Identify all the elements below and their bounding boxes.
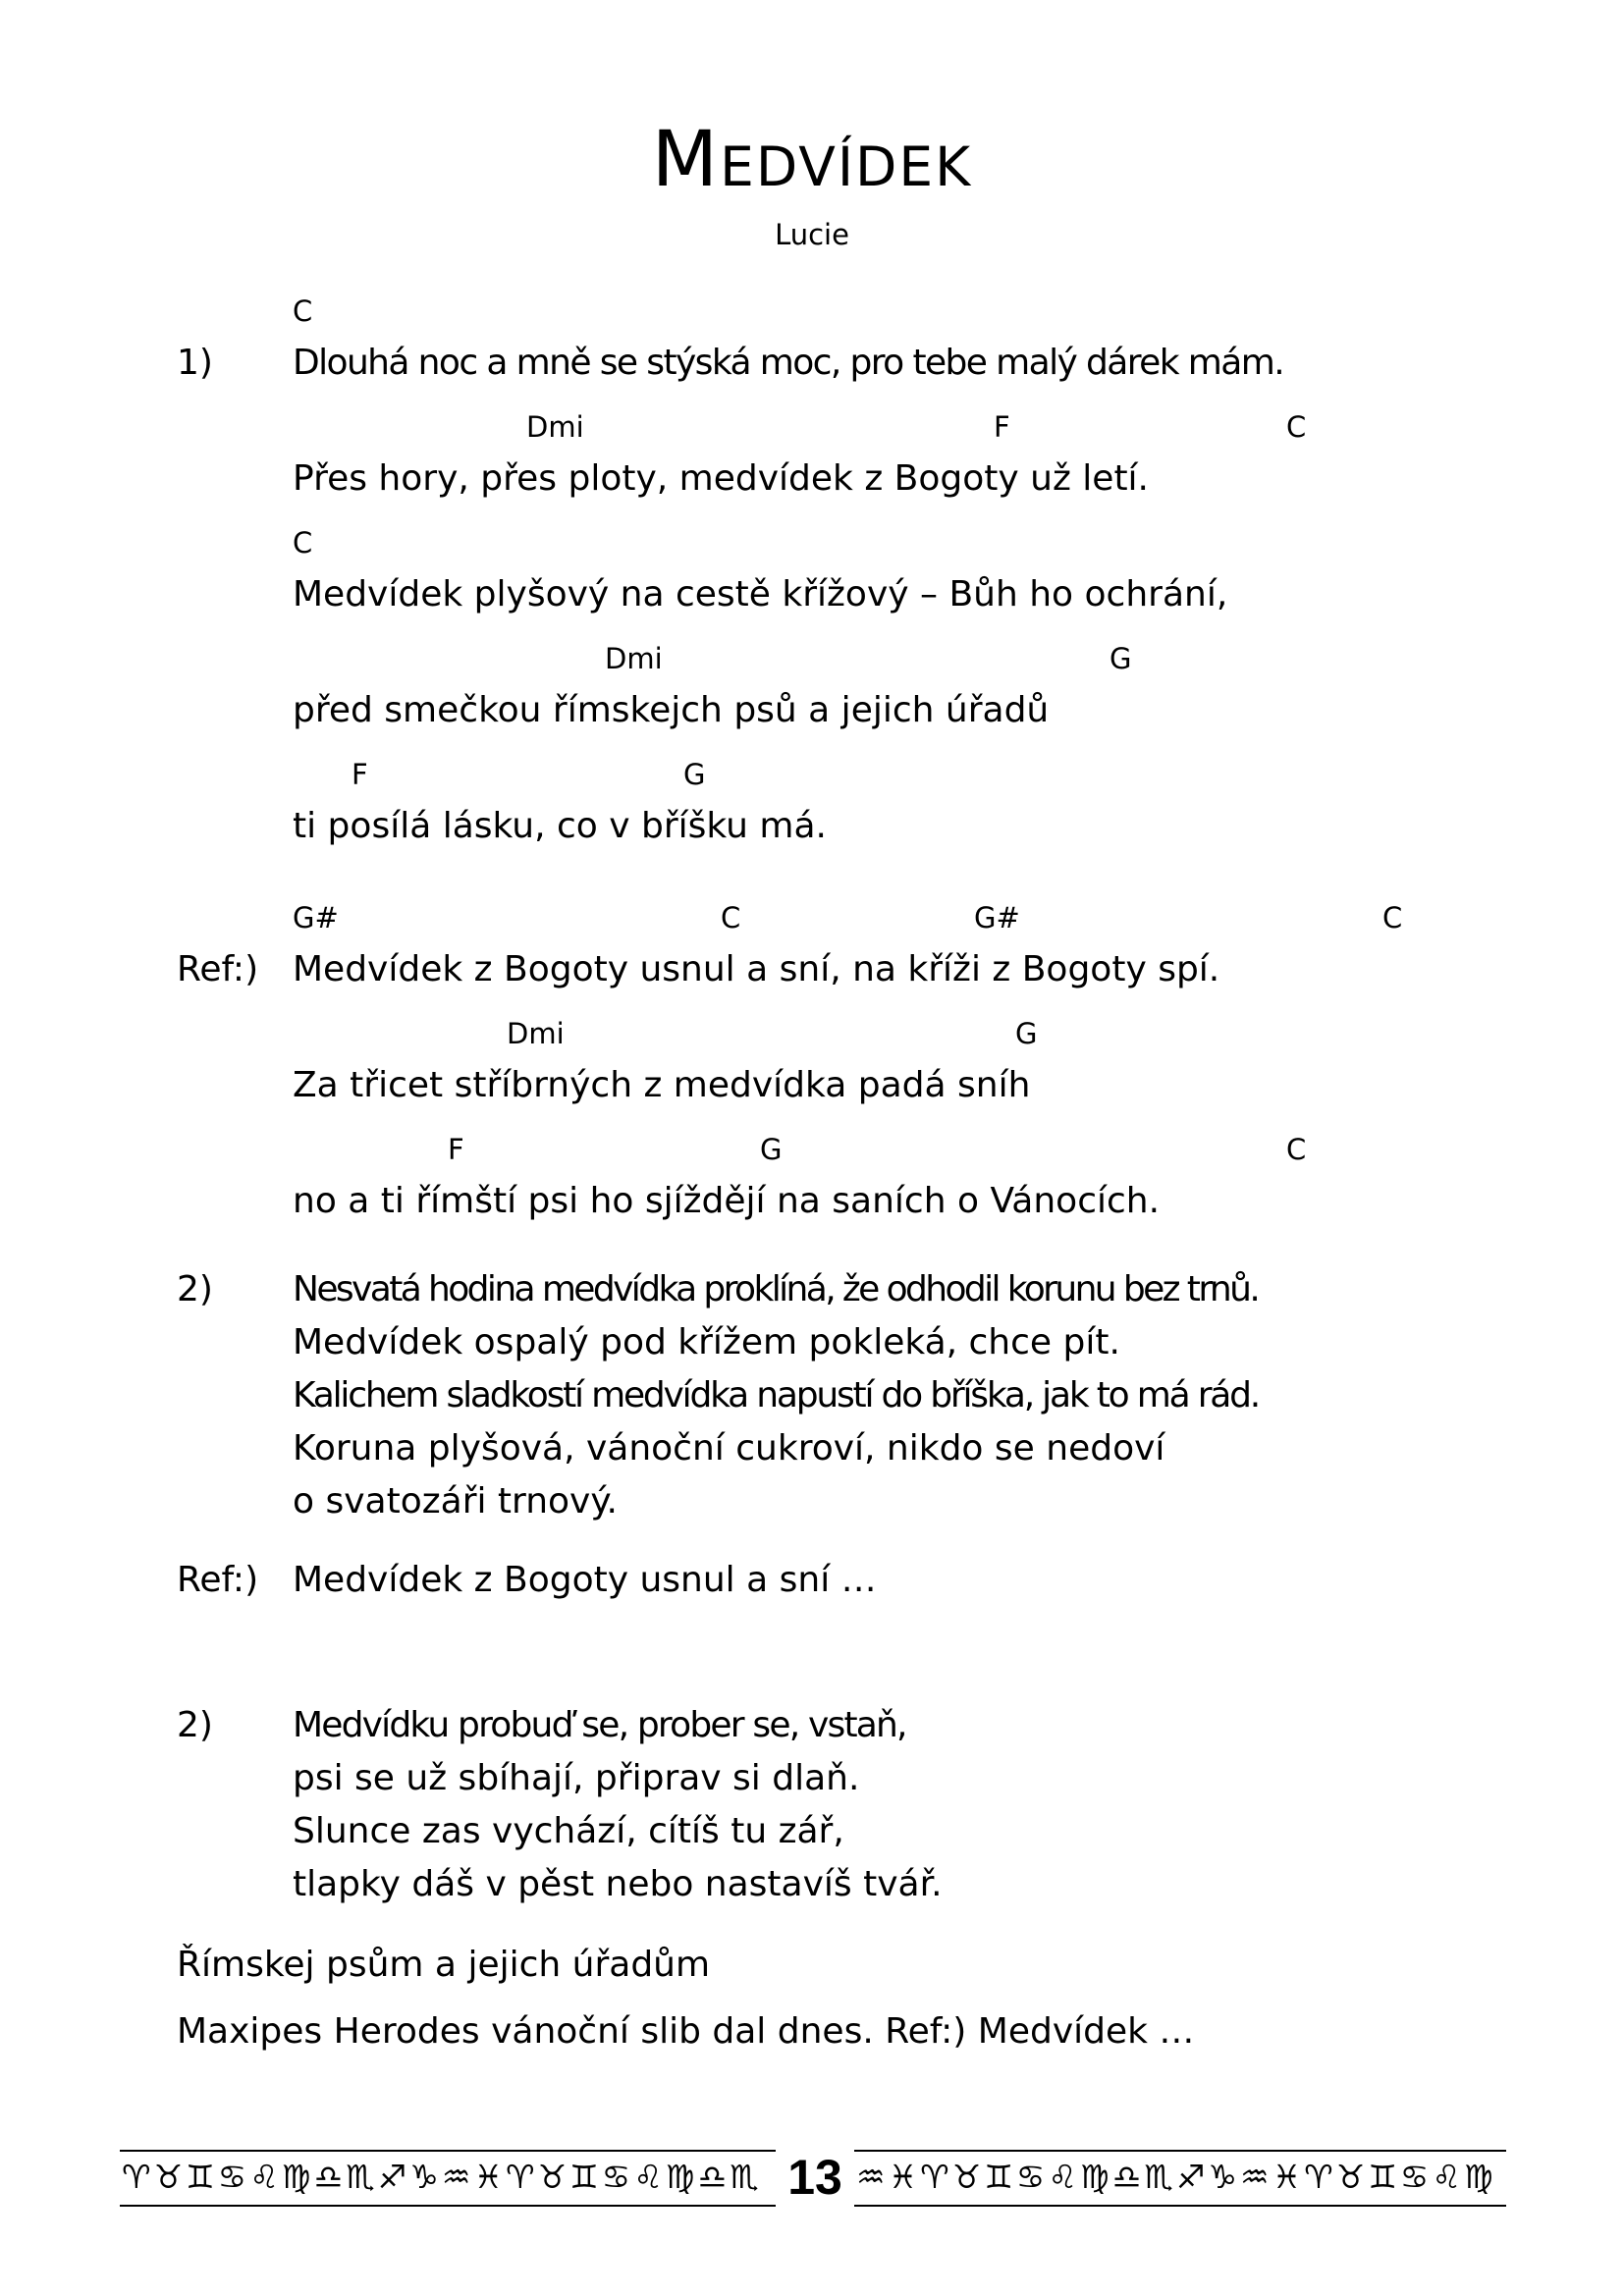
lyric-line: Medvídek ospalý pod křížem pokleká, chce pít. xyxy=(293,1322,1120,1362)
lyric-line: Koruna plyšová, vánoční cukroví, nikdo se nedoví xyxy=(293,1428,1165,1468)
chord: C xyxy=(1286,410,1307,444)
footer-rule-bottom-left xyxy=(120,2205,776,2207)
lyric-line: o svatozáři trnový. xyxy=(293,1481,618,1522)
lyric-line: Přes hory, přes ploty, medvídek z Bogoty už letí. xyxy=(293,458,1149,499)
lyric-line: Slunce zas vychází, cítíš tu zář, xyxy=(293,1811,844,1851)
ending-line: Maxipes Herodes vánoční slib dal dnes. Ref:) Medvídek … xyxy=(177,2011,1195,2052)
refrain-label: Ref:) xyxy=(177,1560,259,1600)
refrain-label: Ref:) xyxy=(177,949,259,989)
lyric-line: Dlouhá noc a mně se stýská moc, pro tebe malý dárek mám. xyxy=(293,343,1284,383)
footer-rule-top-left xyxy=(120,2150,776,2152)
chord: G xyxy=(1110,642,1132,675)
chord: C xyxy=(1286,1133,1307,1166)
chord: Dmi xyxy=(526,410,584,444)
page-number: 13 xyxy=(787,2150,842,2205)
lyric-line: Za třicet stříbrných z medvídka padá sníh xyxy=(293,1065,1031,1105)
chord: G xyxy=(760,1133,783,1166)
chord: F xyxy=(448,1133,464,1166)
chord: Dmi xyxy=(507,1017,565,1050)
chord: F xyxy=(352,758,368,791)
verse-label: 2) xyxy=(177,1269,213,1309)
lyric-line: Medvídek z Bogoty usnul a sní … xyxy=(293,1560,877,1600)
song-artist: Lucie xyxy=(775,218,849,251)
lyric-line: psi se už sbíhají, připrav si dlaň. xyxy=(293,1758,860,1798)
lyric-line: Medvídek plyšový na cestě křížový – Bůh ho ochrání, xyxy=(293,574,1228,614)
chord: C xyxy=(293,294,313,328)
verse-label: 1) xyxy=(177,343,213,383)
chord: Dmi xyxy=(605,642,663,675)
lyric-line: tlapky dáš v pěst nebo nastavíš tvář. xyxy=(293,1864,943,1904)
lyric-line: no a ti římští psi ho sjíždějí na saních o Vánocích. xyxy=(293,1181,1161,1221)
lyric-line: před smečkou římskejch psů a jejich úřadů xyxy=(293,690,1050,730)
zodiac-ornament-right: ♒♓♈♉♊♋♌♍♎♏♐♑♒♓♈♉♊♋♌♍ xyxy=(856,2158,1496,2196)
footer-rule-top-right xyxy=(854,2150,1506,2152)
chord: F xyxy=(994,410,1010,444)
lyric-line: Medvídek z Bogoty usnul a sní, na kříži z Bogoty spí. xyxy=(293,949,1220,989)
lyric-line: Nesvatá hodina medvídka proklíná, že odhodil korunu bez trnů. xyxy=(293,1269,1259,1309)
zodiac-ornament-left: ♈♉♊♋♌♍♎♏♐♑♒♓♈♉♊♋♌♍♎♏ xyxy=(122,2158,762,2196)
lyric-line: ti posílá lásku, co v bříšku má. xyxy=(293,806,827,846)
lyric-line: Medvídku probuď se, prober se, vstaň, xyxy=(293,1705,906,1745)
chord: G# xyxy=(974,901,1020,934)
chord: G xyxy=(683,758,706,791)
verse-label: 2) xyxy=(177,1705,213,1745)
lyric-line: Kalichem sladkostí medvídka napustí do bříška, jak to má rád. xyxy=(293,1375,1260,1415)
chord: C xyxy=(293,526,313,560)
ending-line: Římskej psům a jejich úřadům xyxy=(177,1945,711,1985)
footer-rule-bottom-right xyxy=(854,2205,1506,2207)
chord: G# xyxy=(293,901,339,934)
chord: G xyxy=(1015,1017,1038,1050)
chord: C xyxy=(721,901,741,934)
chord: C xyxy=(1382,901,1403,934)
song-title: Medvídek xyxy=(651,116,973,204)
